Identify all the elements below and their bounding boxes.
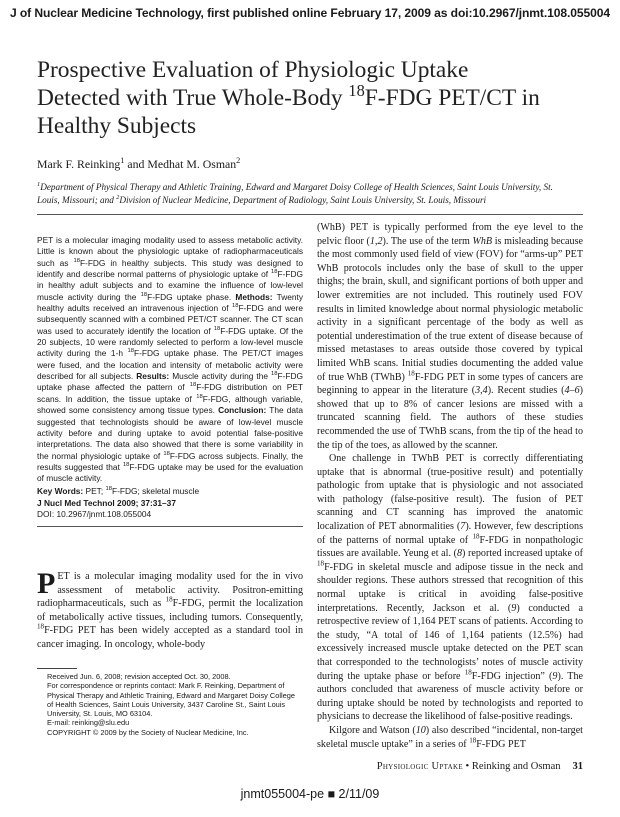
paragraph-2: One challenge in TWhB PET is correctly differentiating uptake that is abnormal (true-positive result) and potentially pathologic from uptake that is physiologic and not associated with pathology (false-positive result). The fusion of PET scanning and CT scanning has improved the anatomic localization of PET abnormalities (7). However, few descriptions of the patterns of normal uptake of $^{18}$F-FDG in nonpathologic tissues are available. Yeung et al. (8) reported increased uptake of $^{18}$F-FDG in skeletal muscle and adipose tissue in the neck and shoulder regions. These authors stressed that recognition of this normal uptake is critical in avoiding false-positive interpretations. Recently, Jackson et al. (9) conducted a retrospective review of 1,164 PET scans of patients. According to the study, “A total of 146 of 1,164 patients (12.5%) had excessively increased muscle uptake detected on the PET scan that corresponded to the technologists’ notes of muscle activity during the uptake phase or before $^{18}$F-FDG injection” (9). The authors concluded that awareness of muscle activity before or during uptake should be noted by technologists and reported to physicians to decrease the likelihood of false-positive readings. — [317, 453, 584, 723]
abstract-divider — [37, 526, 303, 527]
received-dates: Received Jun. 6, 2008; revision accepted Oct. 30, 2008. — [47, 672, 231, 681]
introduction-text: PET is a molecular imaging modality used for the in vivo assessment of metabolic activity. Positron-emitting radiopharmaceuticals, such as $^{18}$F-FDG, permit the localization of metabolically active tissues, including tumors. Consequently, $^{18}$F-FDG PET has been widely accepted as a standard tool in cancer imaging. In oncology, whole-body — [37, 567, 303, 650]
doi: DOI: 10.2967/jnmt.108.055004 — [37, 509, 152, 520]
running-title: Physiologic Uptake — [376, 761, 463, 772]
citation: J Nucl Med Technol 2009; 37:31–37 — [37, 497, 176, 508]
running-footer: Physiologic Uptake • Reinking and Osman 31 — [376, 761, 583, 772]
footnote — [37, 672, 303, 737]
abstract — [37, 235, 303, 521]
abstract-body: PET is a molecular imaging modality used to assess metabolic activity. Little is known about the physiologic uptake of radiopharmaceuticals such as $^{18}$F-FDG in healthy subjects. This study was designed to identify and describe normal patterns of physiologic uptake of $^{18}$F-FDG in healthy adult subjects and to examine the influence of low-level muscle activity during the $^{18}$F-FDG uptake phase. Methods: Twenty healthy adults received an intravenous injection of $^{18}$F-FDG and were subsequently scanned with a combined PET/CT scanner. The CT scan was used to accurately identify the location of $^{18}$F-FDG uptake. Of the 20 subjects, 10 were randomly selected to perform a low-level muscle activity during the 1-h $^{18}$F-FDG uptake phase. The PET/CT images were fused, and the location and intensity of metabolic activity were described for all subjects. Results: Muscle activity during the $^{18}$F-FDG uptake phase affected the pattern of $^{18}$F-FDG distribution on PET scans. In addition, the tissue uptake of $^{18}$F-FDG, although variable, showed some consistency among tissue types. Conclusion: The data suggested that technologists should be aware of low-level muscle activity before and during uptake to avoid potential false-positive interpretations. The data also showed that there is some variability in the normal physiologic uptake of $^{18}$F-FDG across subjects. Finally, the results suggested that $^{18}$F-FDG uptake may be used for the evaluation of muscle activity. — [37, 235, 304, 484]
results-label: Results: — [136, 371, 170, 382]
affiliations: $^1$Department of Physical Therapy and Athletic Training, Edward and Margaret Doisy College of Health Sciences, Saint Louis University, St. Louis, Missouri; and $^2$Division of Nuclear Medicine, Department of Radiology, Saint Louis University, St. Louis, Missouri — [37, 180, 553, 205]
drop-cap: P — [37, 567, 56, 600]
page-number: 31 — [572, 761, 583, 772]
conclusion-label: Conclusion: — [218, 405, 267, 416]
body-right-column — [317, 221, 583, 751]
author-line: Mark F. Reinking$^1$ and Medhat M. Osman$^2$ — [37, 156, 241, 171]
journal-banner: J of Nuclear Medicine Technology, first published online February 17, 2009 as doi:10.2967/jnmt.108.055004 — [9, 6, 610, 20]
author-2: Medhat M. Osman — [147, 157, 237, 171]
article-title: Prospective Evaluation of Physiologic Uptake Detected with True Whole-Body $^{18}$F-FDG PET/CT in Healthy Subjects — [37, 57, 540, 139]
copyright: COPYRIGHT © 2009 by the Society of Nuclear Medicine, Inc. — [47, 727, 249, 737]
paragraph-1: (WhB) PET is typically performed from the eye level to the pelvic floor (1,2). The use of the term WhB is misleading because the most commonly used field of view (FOV) for “arms-up” PET WhB protocols includes only the base of skull to the upper thighs; the brain, skull, and significant portions of both upper and lower extremities are not included. This routinely used FOV results in limited knowledge about normal physiologic metabolic activity in a significant percentage of the body as well as potential underestimation of the true extent of disease because of missed metastases to areas outside those covered by typical limited WhB scans. Initial studies documenting the added value of true WhB (TWhB) $^{18}$F-FDG PET in some types of cancers are beginning to appear in the literature (3,4). Recent studies (4–6) showed that up to 8% of cancer lesions are missed with a truncated scanning field. The authors of these studies recommended the use of TWhB scans, from the tip of the head to the tip of the toes, as allowed by the scanner. — [317, 222, 584, 451]
keywords: Key Words: PET; $^{18}$F-FDG; skeletal muscle — [37, 485, 200, 496]
author-1: Mark F. Reinking — [37, 157, 121, 171]
header-divider — [37, 214, 583, 215]
paragraph-3: Kilgore and Watson (10) also described “incidental, non-target skeletal muscle uptake” in a series of $^{18}$F-FDG PET — [317, 724, 583, 750]
running-authors: Reinking and Osman — [471, 761, 561, 772]
print-stamp: jnmt055004-pe ■ 2/11/09 — [240, 787, 380, 801]
footnote-divider — [37, 668, 77, 669]
email: E-mail: reinking@slu.edu — [47, 718, 130, 728]
methods-label: Methods: — [235, 291, 273, 302]
correspondence: For correspondence or reprints contact: Mark F. Reinking, Department of Physical Therapy and Athletic Training, Edward and Margaret Doisy College of Health Sciences, Saint Louis University, 3437 Caroline St., Saint Louis University, St. Louis, MO 63104. — [47, 681, 295, 719]
